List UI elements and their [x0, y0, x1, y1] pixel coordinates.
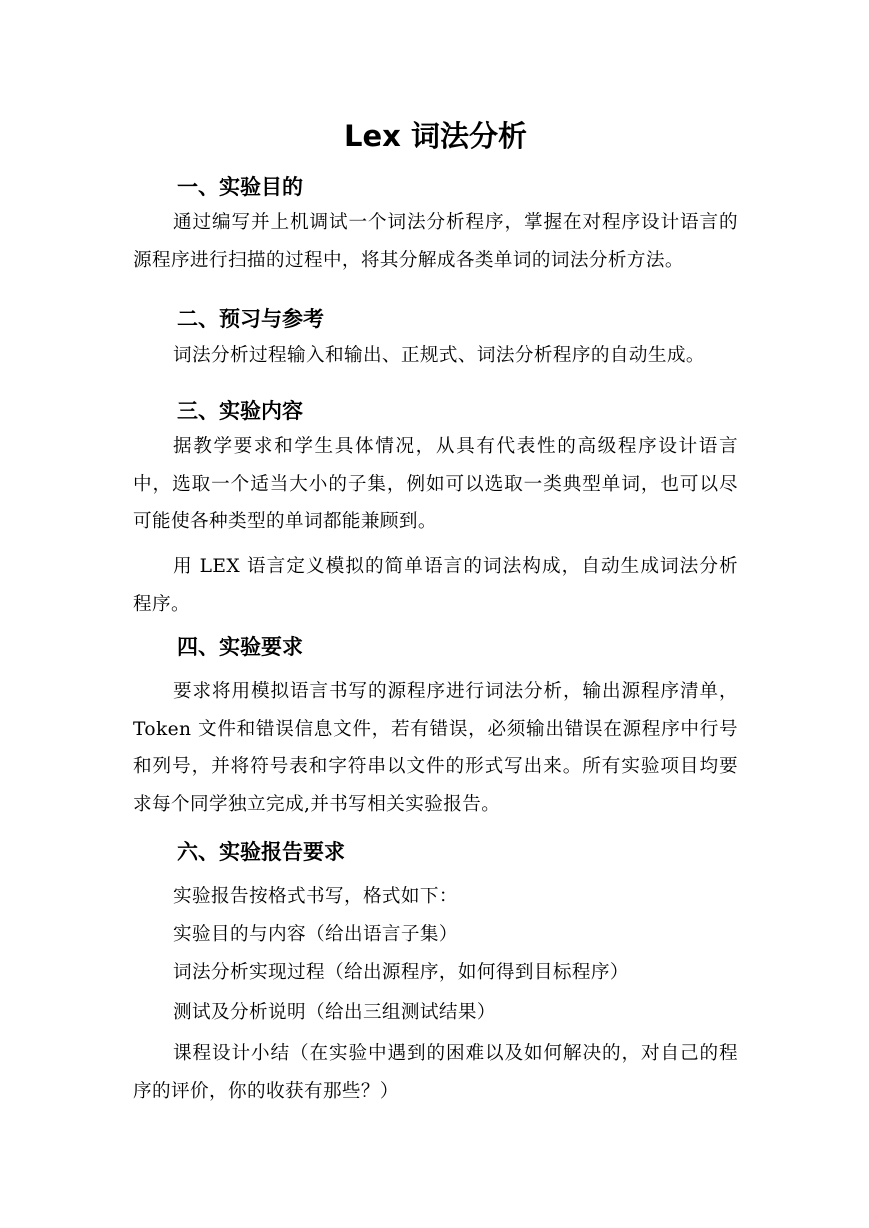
paragraph-report-item-2: 词法分析实现过程（给出源程序，如何得到目标程序）: [173, 962, 629, 983]
document-title: Lex 词法分析: [344, 119, 527, 153]
paragraph-preview: 词法分析过程输入和输出、正规式、词法分析程序的自动生成。: [173, 345, 705, 366]
paragraph-content-2: 用 LEX 语言定义模拟的简单语言的词法构成，自动生成词法分析程序。: [133, 556, 738, 615]
section-heading-content: 三、实验内容: [177, 399, 303, 423]
paragraph-requirements: 要求将用模拟语言书写的源程序进行词法分析，输出源程序清单，Token 文件和错误信息文件，若有错误，必须输出错误在源程序中行号和列号，并将符号表和字符串以文件的形式写出来。所有实验项目均要求每个同学独立完成,并书写相关实验报告。: [133, 681, 738, 815]
paragraph-report-format: 实验报告按格式书写，格式如下：: [173, 886, 458, 907]
paragraph-report-item-1: 实验目的与内容（给出语言子集）: [173, 924, 458, 945]
paragraph-report-item-3: 测试及分析说明（给出三组测试结果）: [173, 1002, 496, 1023]
section-heading-requirements: 四、实验要求: [177, 635, 303, 659]
paragraph-report-item-4: 课程设计小结（在实验中遇到的困难以及如何解决的，对自己的程序的评价，你的收获有那些？）: [133, 1043, 738, 1102]
paragraph-purpose: 通过编写并上机调试一个词法分析程序，掌握在对程序设计语言的源程序进行扫描的过程中，将其分解成各类单词的词法分析方法。: [133, 212, 738, 271]
paragraph-content-1: 据教学要求和学生具体情况，从具有代表性的高级程序设计语言中，选取一个适当大小的子集，例如可以选取一类典型单词，也可以尽可能使各种类型的单词都能兼顾到。: [133, 436, 738, 532]
section-heading-preview: 二、预习与参考: [177, 307, 324, 331]
section-heading-report: 六、实验报告要求: [177, 840, 345, 864]
section-heading-purpose: 一、实验目的: [177, 175, 303, 199]
